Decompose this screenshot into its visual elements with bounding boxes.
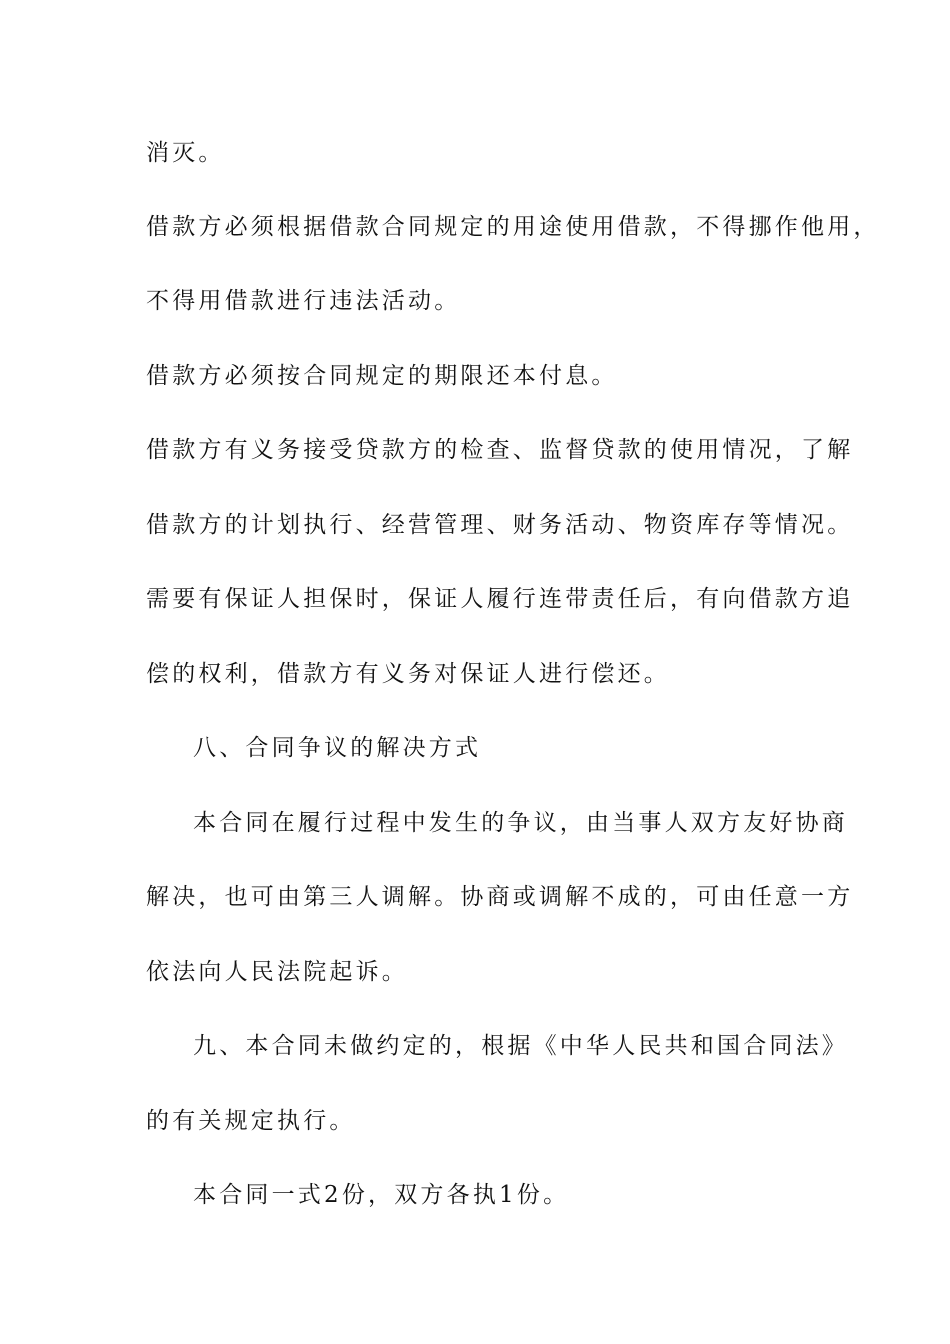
text-line: 依法向人民法院起诉。 xyxy=(146,959,408,985)
text-line: 偿的权利，借款方有义务对保证人进行偿还。 xyxy=(146,661,670,687)
section-heading: 八、合同争议的解决方式 xyxy=(193,735,482,761)
text-line: 的有关规定执行。 xyxy=(146,1108,356,1134)
text-line: 借款方的计划执行、经营管理、财务活动、物资库存等情况。 xyxy=(146,512,854,538)
text-line: 借款方有义务接受贷款方的检查、监督贷款的使用情况，了解 xyxy=(146,437,854,463)
text-line: 需要有保证人担保时，保证人履行连带责任后，有向借款方追 xyxy=(146,586,854,612)
text-line: 借款方必须根据借款合同规定的用途使用借款，不得挪作他用， xyxy=(146,214,880,240)
text-line: 借款方必须按合同规定的期限还本付息。 xyxy=(146,363,618,389)
text-line: 本合同一式2份，双方各执1份。 xyxy=(193,1182,570,1208)
text-line: 不得用借款进行违法活动。 xyxy=(146,288,461,314)
text-line: 解决，也可由第三人调解。协商或调解不成的，可由任意一方 xyxy=(146,884,854,910)
text-line: 消灭。 xyxy=(146,140,225,166)
text-line: 本合同在履行过程中发生的争议，由当事人双方友好协商 xyxy=(193,810,848,836)
section-heading: 九、本合同未做约定的，根据《中华人民共和国合同法》 xyxy=(193,1033,848,1059)
